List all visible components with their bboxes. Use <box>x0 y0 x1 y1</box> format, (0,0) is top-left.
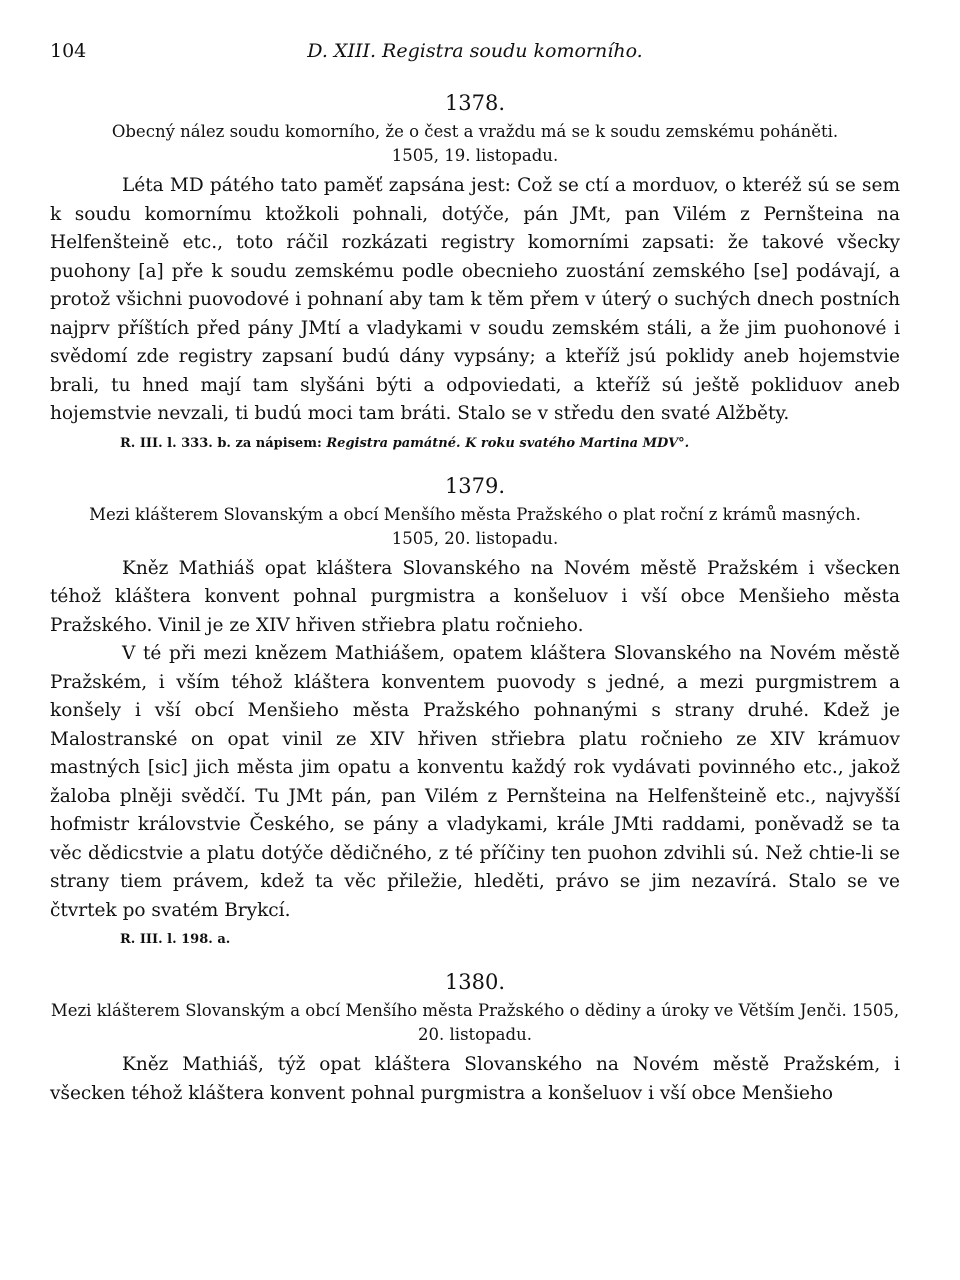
source-italic: Registra památné. K roku svatého Martina MDV°. <box>326 435 690 451</box>
entry-1379 <box>50 471 900 952</box>
entry-1380 <box>50 967 900 1108</box>
source-reference <box>120 433 900 455</box>
entry-1378 <box>50 88 900 455</box>
entry-paragraph: Kněz Mathiáš opat kláštera Slovanského na Novém městě Pražském i všecken téhož kláštera konvent pohnal purgmistra a konšeluov i vší obce Menšieho města Pražského. Vinil je ze XIV hřiven střiebra platu ročnieho. <box>50 557 900 636</box>
summary-line: Mezi klášterem Slovanským a obcí Menšího města Pražského o plat roční z krámů masných. <box>89 504 861 524</box>
summary-date: 1505, 19. listopadu. <box>391 146 559 165</box>
entry-number: 1378. <box>444 91 506 115</box>
entry-paragraph: V té při mezi knězem Mathiášem, opatem kláštera Slovanského na Novém městě Pražském, i vším téhož kláštera konventem puovody s jedné, a mezi purgmistrem a konšely i vší obcí Menšieho města Pražského pohnanými s strany druhé. Kdež je Malostranské on opat vinil ze XIV hřiven střiebra platu ročnieho ze XIV krámuov mastných [sic] jich města jim opatu a konventu každý rok vydávati povinného etc., jakož žaloba plněji svědčí. Tu JMt pán, pan Vilém z Pernšteina na Helfenšteině etc., najvyšší hofmistr královstvie Českého, se pány a vladykami, krále JMti raddami, poněvadž se ta věc dědicstvie a platu dotýče dědičného, z té příčiny ten puohon zdvihli sú. Než chtie-li se strany tiem právem, kdež ta věc přiležie, hleděti, právo se jim nezavírá. Stalo se ve čtvrtek po svatém Brykcí. <box>50 643 900 921</box>
entry-number: 1380. <box>444 970 506 994</box>
source-plain: R. III. l. 198. a. <box>120 932 231 947</box>
summary-line: Mezi klášterem Slovanským a obcí Menšího města Pražského o dědiny a úroky ve Větším Jenči. 1505, 20. listopadu. <box>50 1001 900 1044</box>
entry-summary <box>50 503 900 551</box>
source-reference <box>120 929 900 951</box>
summary-date: 1505, 20. listopadu. <box>391 528 559 548</box>
entry-paragraph: Kněz Mathiáš, týž opat kláštera Slovanského na Novém městě Pražském, i všecken téhož kláštera konvent pohnal purgmistra a konšeluov i vší obce Menšieho <box>50 1054 900 1104</box>
entry-paragraph: Léta MD pátého tato paměť zapsána jest: Což se ctí a morduov, o kteréž sú se sem k soudu komornímu ktožkoli pohnali, dotýče, pán JMt, pan Vilém z Pernšteina na Helfenšteině etc., toto ráčil rozkázati registry komorními zapsati: že takové všecky puohony [a] pře k soudu zemskému podle obecnieho zuostání zemského [se] podávají, a protož všichni puovodové i pohnaní aby tam k těm přem v úterý o suchých dnech postních najprv příštích před pány JMtí a vladykami v soudu zemském stáli, a že jim puohonové i svědomí zde registry zapsaní budú dány vypsány; a kteříž jsú poklidy aneb hojemstvie brali, tu hned mají tam slyšáni býti a odpoviedati, a kteříž sú ještě pokliduov aneb hojemstvie nevzali, ti budú moci tam bráti. Stalo se v středu den svaté Alžběty. <box>50 175 900 424</box>
running-title: D. XIII. Registra soudu komorního. <box>307 40 643 62</box>
source-plain: R. III. l. 333. b. za nápisem: <box>120 435 327 451</box>
entry-number: 1379. <box>444 473 506 498</box>
page-header <box>50 40 900 70</box>
entry-summary <box>50 120 900 168</box>
page-content <box>50 88 900 1124</box>
summary-line: Obecný nález soudu komorního, že o čest a vraždu má se k soudu zemskému poháněti. <box>111 122 839 141</box>
page-number: 104 <box>50 40 87 62</box>
entry-summary <box>50 999 900 1047</box>
